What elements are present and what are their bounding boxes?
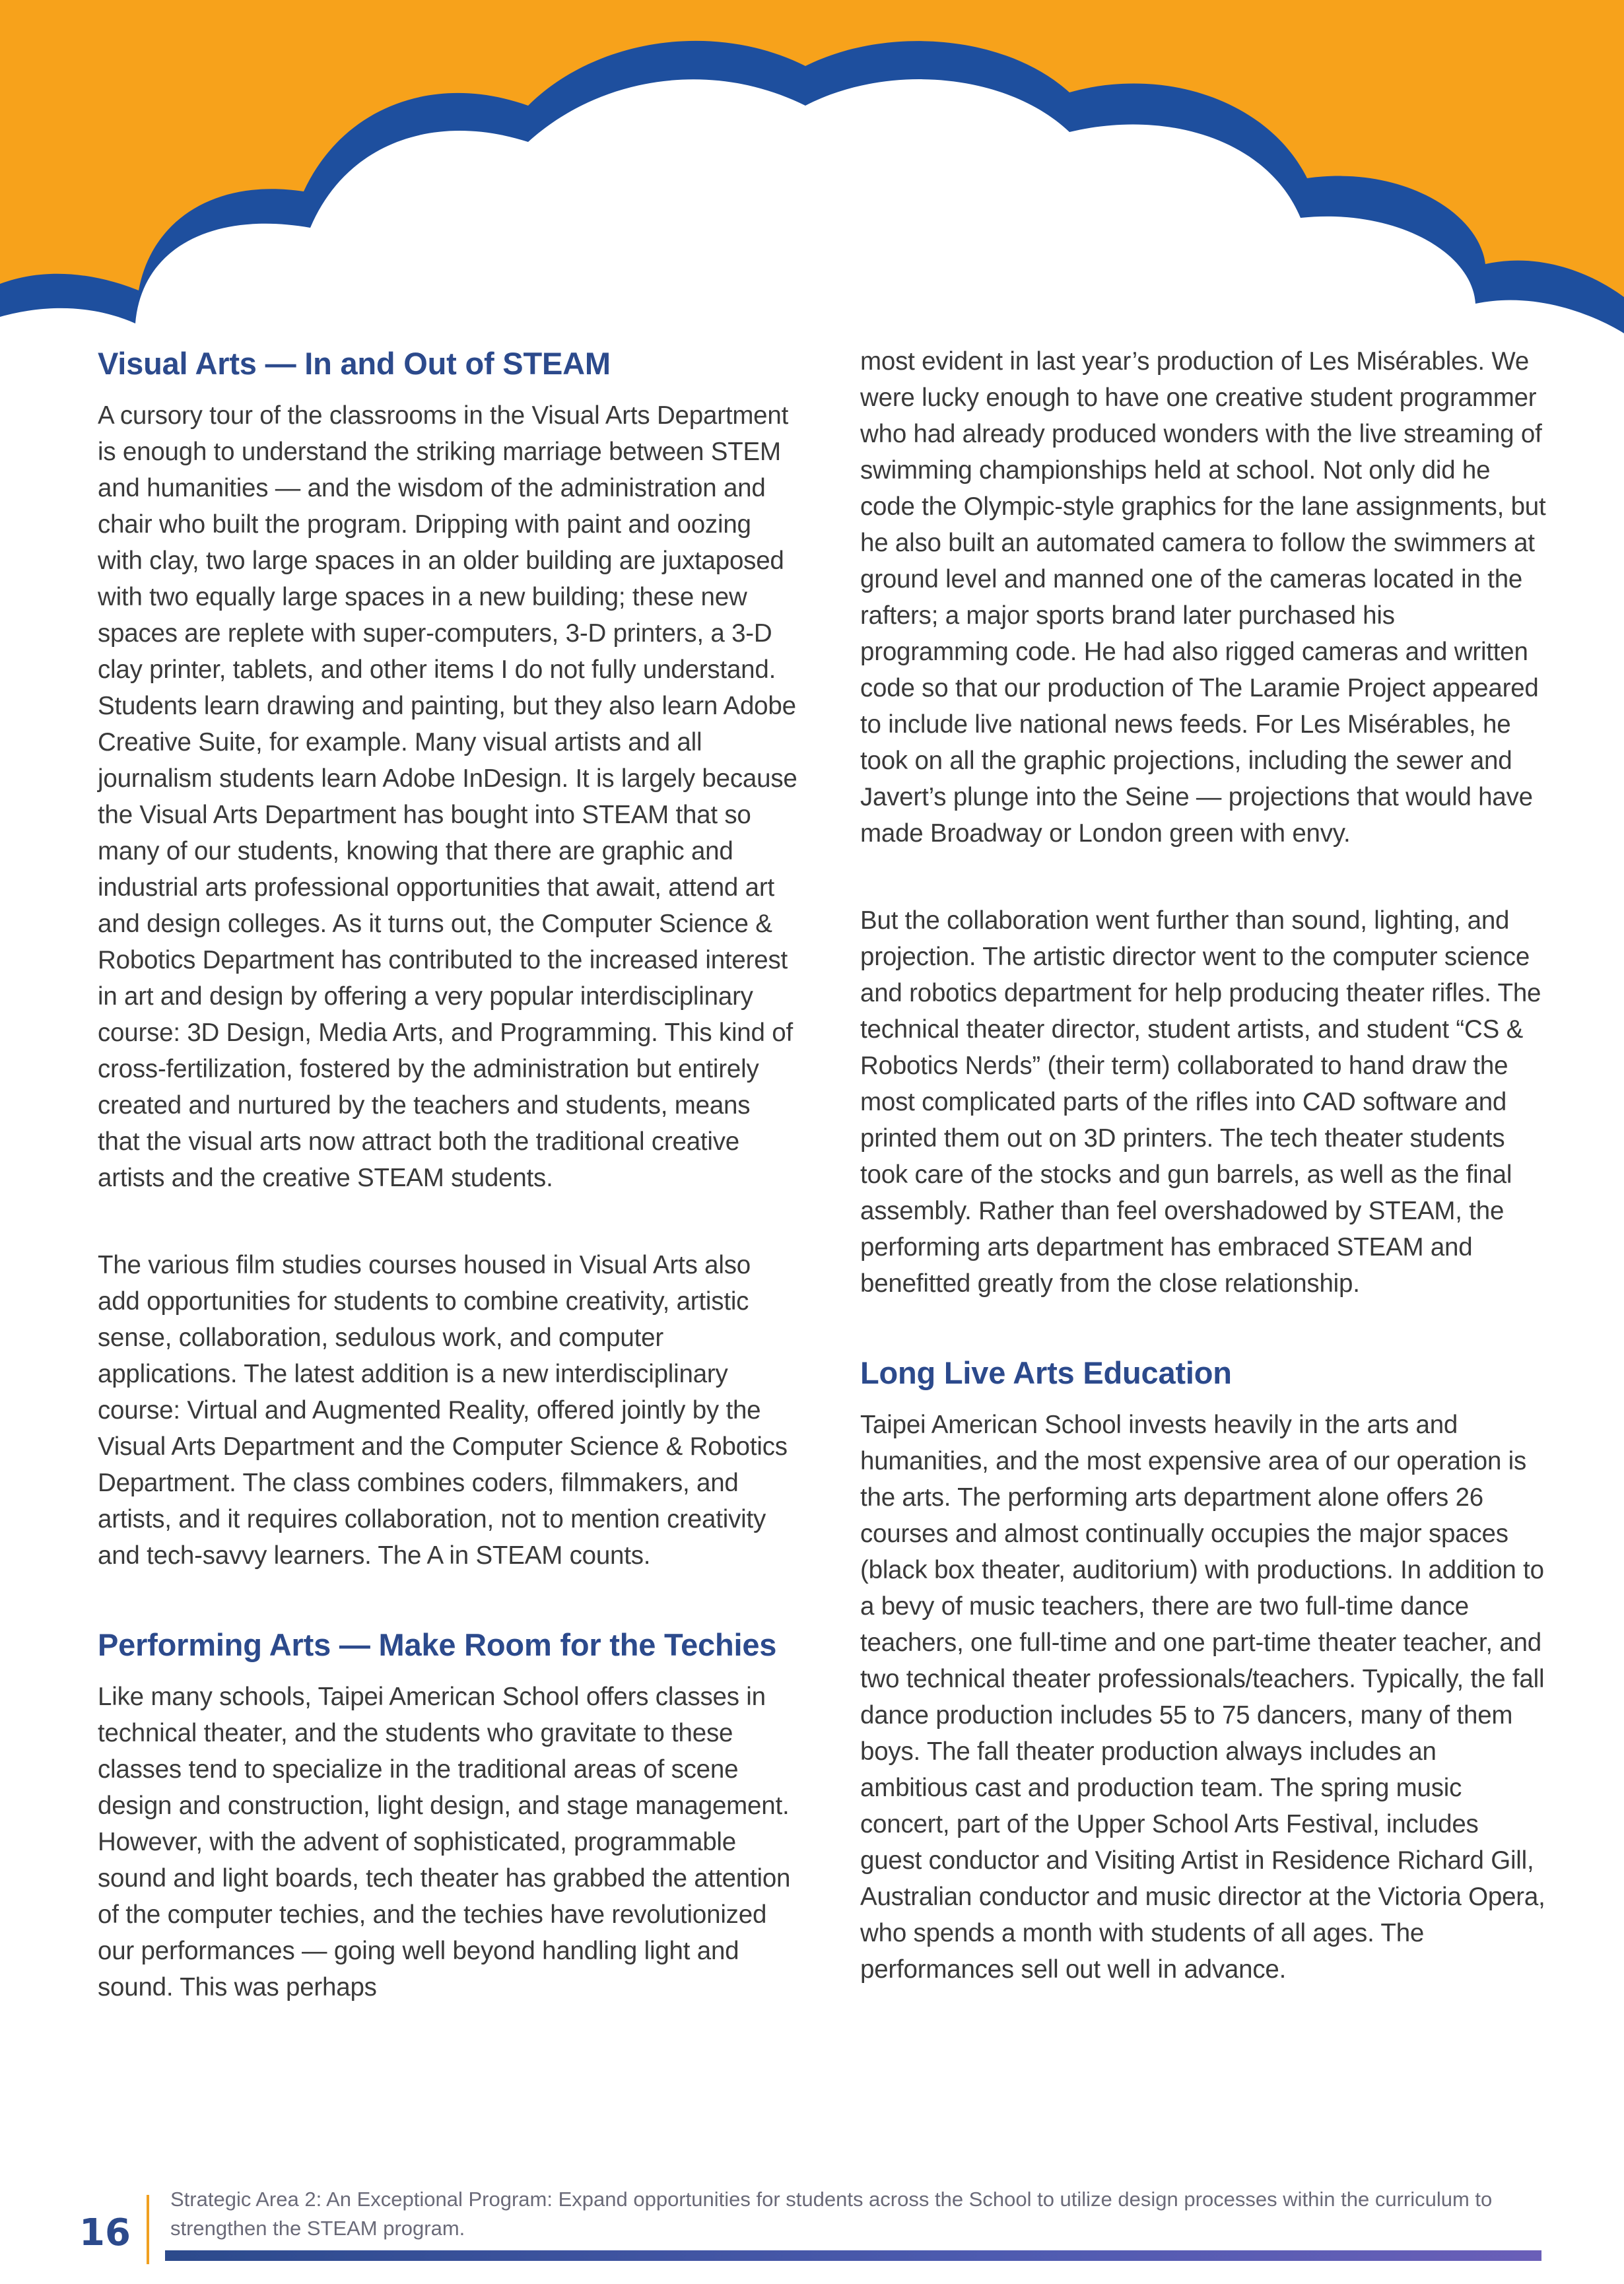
footer-divider (147, 2195, 149, 2264)
performing-arts-paragraph-2: But the collaboration went further than sound, lighting, and projection. The artistic director went to the computer science and robotics department for help producing theater rifles. The technical theater director, student artists, and student “CS & Robotics Nerds” (their term) collaborated to hand draw the most complicated parts of the rifles into CAD software and printed them out on 3D printers. The tech theater students took care of the stocks and gun barrels, as well as the final assembly. Rather than feel overshadowed by STEAM, the performing arts department has embraced STEAM and benefitted greatly from the close relationship. (860, 906, 1541, 1298)
performing-arts-heading: Performing Arts — Make Room for the Techies (98, 1627, 777, 1662)
footer-note: Strategic Area 2: An Exceptional Program: Expand opportunities for students across the School to utilize design processes within the curriculum to strengthen the STEAM program. (170, 2188, 1493, 2240)
cloud-banner (0, 0, 1624, 370)
page-number: 16 (79, 2211, 131, 2254)
arts-education-paragraph-1: Taipei American School invests heavily in the arts and humanities, and the most expensive area of our operation is the arts. The performing arts department alone offers 26 courses and almost continually occupies the major spaces (black box theater, auditorium) with productions. In addition to a bevy of music teachers, there are two full-time dance teachers, one full-time and one part-time theater teacher, and two technical theater professionals/teachers. Typically, the fall dance production includes 55 to 75 dancers, many of them boys. The fall theater production always includes an ambitious cast and production team. The spring music concert, part of the Upper School Arts Festival, includes guest conductor and Visiting Artist in Residence Richard Gill, Australian conductor and music director at the Victoria Opera, who spends a month with students of all ages. The performances sell out well in advance. (860, 1411, 1545, 1984)
visual-arts-heading: Visual Arts — In and Out of STEAM (98, 346, 611, 381)
visual-arts-paragraph-1: A cursory tour of the classrooms in the Visual Arts Department is enough to understand the striking marriage between STEM and humanities — and the wisdom of the administration and chair who built the program. Dripping with paint and oozing with clay, two large spaces in an older building are juxtaposed with two equally large spaces in a new building; these new spaces are replete with super-computers, 3-D printers, a 3-D clay printer, tablets, and other items I do not fully understand. Students learn drawing and painting, but they also learn Adobe Creative Suite, for example. Many visual artists and all journalism students learn Adobe InDesign. It is largely because the Visual Arts Department has bought into STEAM that so many of our students, knowing that there are graphic and industrial arts professional opportunities that await, attend art and design colleges. As it turns out, the Computer Science & Robotics Department has contributed to the increased interest in art and design by offering a very popular interdisciplinary course: 3D Design, Media Arts, and Programming. This kind of cross-fertilization, fostered by the administration but entirely created and nurtured by the teachers and students, means that the visual arts now attract both the traditional creative artists and the creative STEAM students. (98, 401, 797, 1192)
left-column (98, 343, 799, 2056)
performing-arts-paragraph-1: Like many schools, Taipei American School offers classes in technical theater, and the students who gravitate to these classes tend to specialize in the traditional areas of scene design and construction, light design, and stage management. However, with the advent of sophisticated, programmable sound and light boards, tech theater has grabbed the attention of the computer techies, and the techies have revolutionized our performances — going well beyond handling light and sound. This was perhaps (98, 1683, 791, 2001)
performing-arts-paragraph-1-continued: most evident in last year’s production of Les Misérables. We were lucky enough to have one creative student programmer who had already produced wonders with the live streaming of swimming championships held at school. Not only did he code the Olympic-style graphics for the lane assignments, but he also built an automated camera to follow the swimmers at ground level and manned one of the cameras located in the rafters; a major sports brand later purchased his programming code. He had also rigged cameras and written code so that our production of The Laramie Project appeared to include live national news feeds. For Les Misérables, he took on all the graphic projections, including the sewer and Javert’s plunge into the Seine — projections that would have made Broadway or London green with envy. (860, 347, 1546, 848)
visual-arts-paragraph-2: The various film studies courses housed in Visual Arts also add opportunities for students to combine creativity, artistic sense, collaboration, sedulous work, and computer applications. The latest addition is a new interdisciplinary course: Virtual and Augmented Reality, offered jointly by the Visual Arts Department and the Computer Science & Robotics Department. The class combines coders, filmmakers, and artists, and it requires collaboration, not to mention creativity and tech-savvy learners. The A in STEAM counts. (98, 1251, 788, 1570)
right-column (860, 347, 1547, 2038)
arts-education-heading: Long Live Arts Education (860, 1355, 1232, 1390)
footer-bar (165, 2250, 1541, 2261)
